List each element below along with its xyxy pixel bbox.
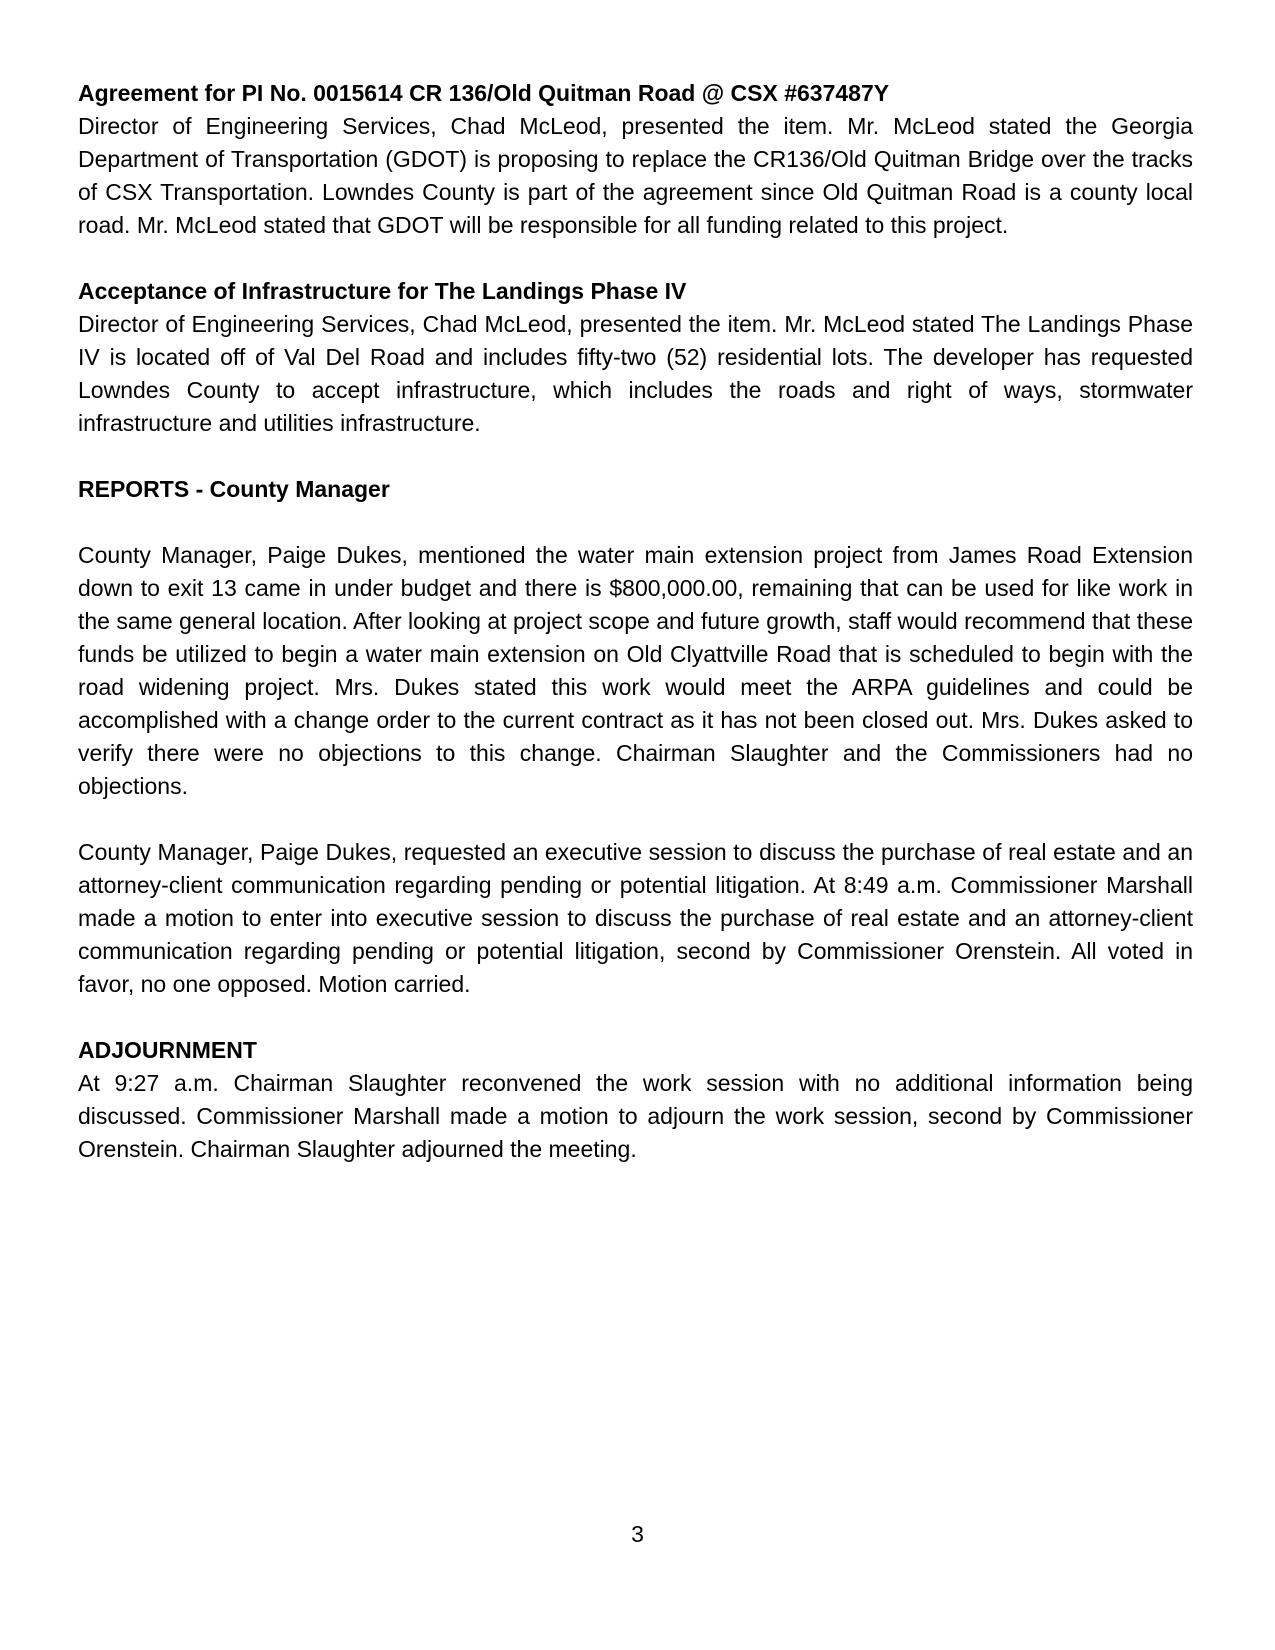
section-paragraph: County Manager, Paige Dukes, mentioned the water main extension project from James Road Extension down to exit 13 came in under budget and there is $800,000.00, remaining that can be used for like work in the same general location. After looking at project scope and future growth, staff would recommend that these funds be utilized to begin a water main extension on Old Clyattville Road that is scheduled to begin with the road widening project. Mrs. Dukes stated this work would meet the ARPA guidelines and could be accomplished with a change order to the current contract as it has not been closed out. Mrs. Dukes asked to verify there were no objections to this change. Chairman Slaughter and the Commissioners had no objections. — [78, 542, 1193, 799]
section-agreement-pi-0015614 — [78, 77, 1193, 242]
section-heading-acceptance: Acceptance of Infrastructure for The Landings Phase IV — [78, 278, 687, 304]
section-paragraph: County Manager, Paige Dukes, requested an executive session to discuss the purchase of real estate and an attorney-client communication regarding pending or potential litigation. At 8:49 a.m. Commissioner Marshall made a motion to enter into executive session to discuss the purchase of real estate and an attorney-client communication regarding pending or potential litigation, second by Commissioner Orenstein. All voted in favor, no one opposed. Motion carried. — [78, 839, 1193, 997]
section-reports-county-manager — [78, 473, 1193, 1001]
page-number: 3 — [631, 1521, 644, 1547]
section-heading-adjournment: ADJOURNMENT — [78, 1037, 257, 1063]
section-adjournment — [78, 1034, 1193, 1166]
section-heading-reports: REPORTS - County Manager — [78, 476, 390, 502]
section-paragraph: At 9:27 a.m. Chairman Slaughter reconvened the work session with no additional information being discussed. Commissioner Marshall made a motion to adjourn the work session, second by Commissioner Orenstein. Chairman Slaughter adjourned the meeting. — [78, 1070, 1193, 1162]
section-heading-agreement: Agreement for PI No. 0015614 CR 136/Old Quitman Road @ CSX #637487Y — [78, 80, 890, 106]
section-acceptance-infrastructure — [78, 275, 1193, 440]
section-paragraph: Director of Engineering Services, Chad McLeod, presented the item. Mr. McLeod stated the Georgia Department of Transportation (GDOT) is proposing to replace the CR136/Old Quitman Bridge over the tracks of CSX Transportation. Lowndes County is part of the agreement since Old Quitman Road is a county local road. Mr. McLeod stated that GDOT will be responsible for all funding related to this project. — [78, 113, 1193, 238]
section-paragraph: Director of Engineering Services, Chad McLeod, presented the item. Mr. McLeod stated The Landings Phase IV is located off of Val Del Road and includes fifty-two (52) residential lots. The developer has requested Lowndes County to accept infrastructure, which includes the roads and right of ways, stormwater infrastructure and utilities infrastructure. — [78, 311, 1193, 436]
